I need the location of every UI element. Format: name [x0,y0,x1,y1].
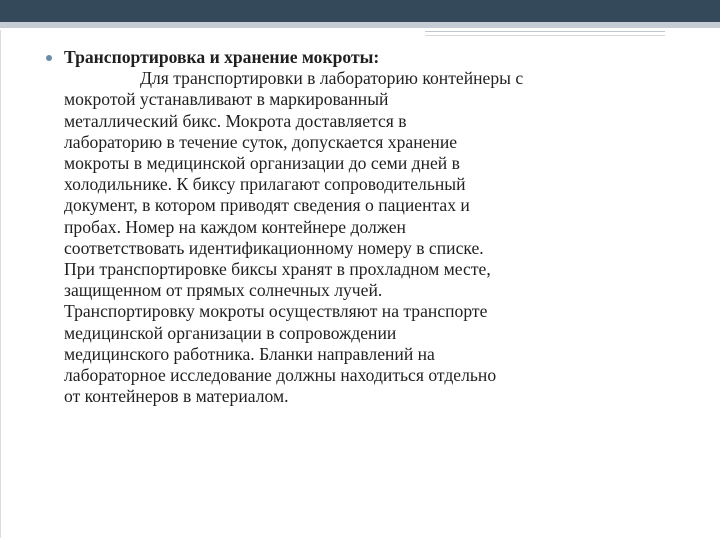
body-line: медицинской организации в сопровождении [64,322,397,343]
slide-heading: Транспортировка и хранение мокроты: [64,47,380,67]
slide-content [46,47,676,407]
body-line: лабораторию в течение суток, допускается хранение [64,131,458,152]
body-line: пробах. Номер на каждом контейнере должен [64,216,406,237]
body-line: соответствовать идентификационному номеру в списке. [64,237,484,258]
body-line: мокроты в медицинской организации до семи дней в [64,153,460,174]
body-line: Транспортировку мокроты осуществляют на транспорте [64,301,488,322]
body-line: медицинского работника. Бланки направлений на [64,343,435,364]
body-line: Для транспортировки в лабораторию контейнеры с [140,68,524,89]
body-line: холодильнике. К биксу прилагают сопроводительный [64,174,466,195]
bullet-item [46,47,676,407]
header-accent-strip [0,22,720,28]
body-line: лабораторное исследование должны находиться отдельно [64,365,497,386]
body-line: металлический бикс. Мокрота доставляется в [64,110,407,131]
header-bar [0,0,720,22]
body-line: мокротой устанавливают в маркированный [64,89,389,110]
bullet-icon [46,55,52,61]
body-line: от контейнеров в материалом. [64,386,289,407]
body-line: документ, в котором приводят сведения о пациентах и [64,195,470,216]
body-line: При транспортировке биксы хранят в прохладном месте, [64,259,491,280]
body-line: защищенном от прямых солнечных лучей. [64,280,383,301]
